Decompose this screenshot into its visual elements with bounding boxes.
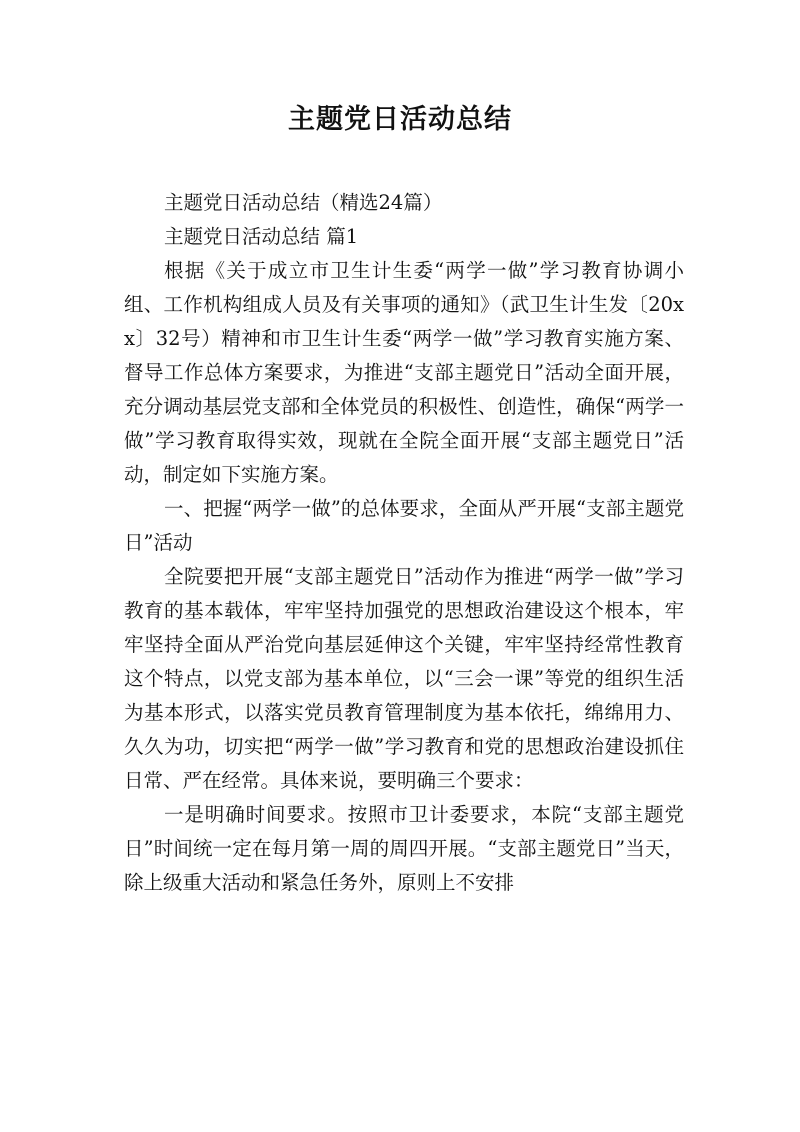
body-paragraph: 全院要把开展“支部主题党日”活动作为推进“两学一做”学习教育的基本载体，牢牢坚持加强党的思想政治建设这个根本，牢牢坚持全面从严治党向基层延伸这个关键，牢牢坚持经常性教育这个特点，以党支部为基本单位，以“三会一课”等党的组织生活为基本形式，以落实党员教育管理制度为基本依托，绵绵用力、久久为功，切实把“两学一做”学习教育和党的思想政治建设抓住日常、严在经常。具体来说，要明确三个要求： xyxy=(124,565,684,792)
body-paragraph: 根据《关于成立市卫生计生委“两学一做”学习教育协调小组、工作机构组成人员及有关事项的通知》（武卫生计生发〔20xx〕32号）精神和市卫生计生委“两学一做”学习教育实施方案、督导工作总体方案要求，为推进“支部主题党日”活动全面开展，充分调动基层党支部和全体党员的积极性、创造性，确保“两学一做”学习教育取得实效，现就在全院全面开展“支部主题党日”活动，制定如下实施方案。 xyxy=(124,259,684,486)
document-title: 主题党日活动总结 xyxy=(288,104,512,135)
body-paragraph: 一是明确时间要求。按照市卫计委要求，本院“支部主题党日”时间统一定在每月第一周的周四开展。“支部主题党日”当天，除上级重大活动和紧急任务外，原则上不安排 xyxy=(124,803,684,894)
body-paragraph: 一、把握“两学一做”的总体要求，全面从严开展“支部主题党日”活动 xyxy=(124,497,684,554)
section-heading: 主题党日活动总结 篇1 xyxy=(164,225,359,248)
subtitle-paragraph: 主题党日活动总结（精选24篇） xyxy=(164,191,443,214)
document-body xyxy=(124,186,684,900)
